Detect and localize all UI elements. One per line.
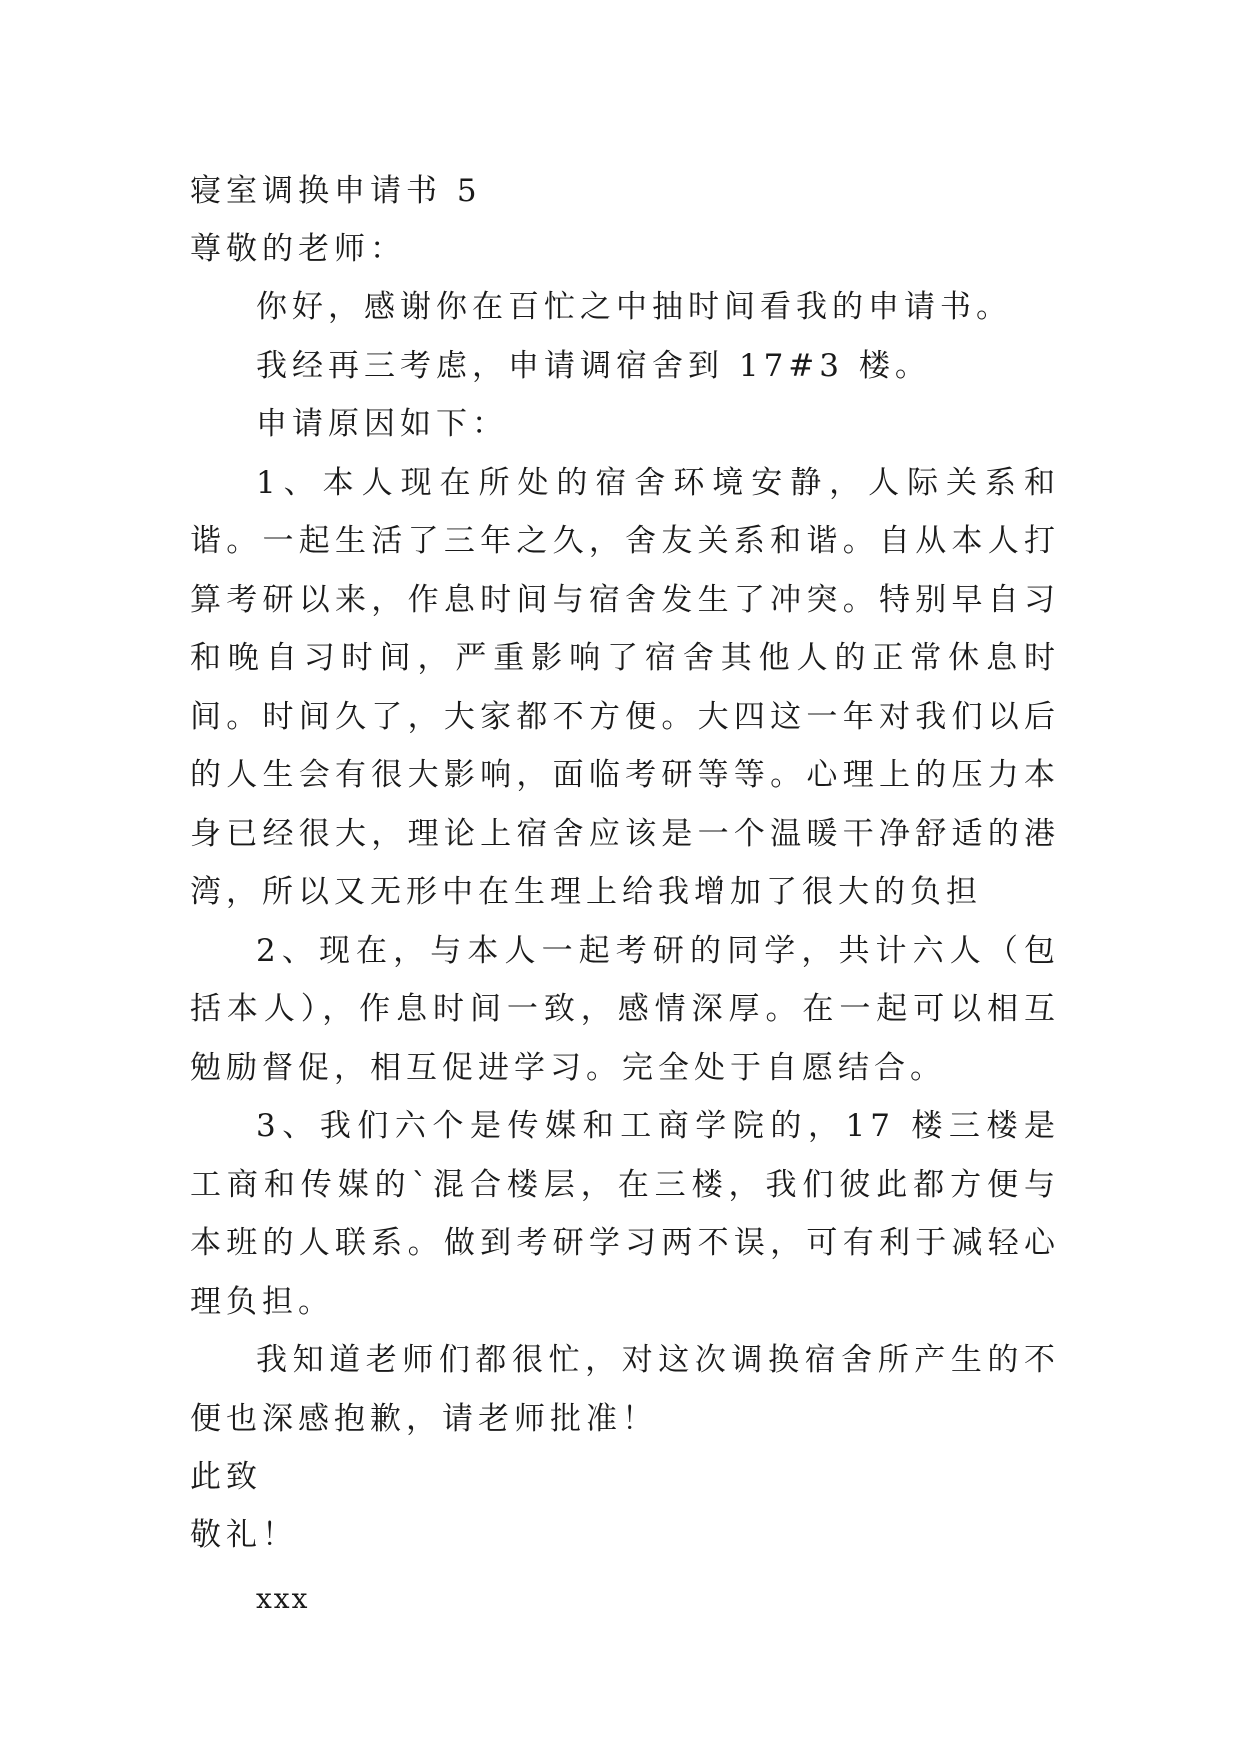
closing-line-1: 此致 [190,1459,262,1495]
request-paragraph: 我经再三考虑，申请调宿舍到 17#3 楼。 [256,347,931,384]
salutation: 尊敬的老师： [190,231,406,267]
reasons-intro: 申请原因如下： [256,406,508,442]
greeting-paragraph: 你好，感谢你在百忙之中抽时间看我的申请书。 [256,289,1012,325]
document-page [190,162,1060,1628]
reason-1-paragraph: 1、本人现在所处的宿舍环境安静，人际关系和谐。一起生活了三年之久，舍友关系和谐。自从本人打算考研以来，作息时间与宿舍发生了冲突。特别早自习和晚自习时间，严重影响了宿舍其他人的正常休息时间。时间久了，大家都不方便。大四这一年对我们以后的人生会有很大影响，面临考研等等。心理上的压力本身已经很大，理论上宿舍应该是一个温暖干净舒适的港湾，所以又无形中在生理上给我增加了很大的负担 [190,464,1060,910]
reason-3-paragraph: 3、我们六个是传媒和工商学院的，17 楼三楼是工商和传媒的`混合楼层，在三楼，我们彼此都方便与本班的人联系。做到考研学习两不误，可有利于减轻心理负担。 [190,1108,1060,1320]
closing-line-2: 敬礼！ [190,1517,298,1553]
reason-2-paragraph: 2、现在，与本人一起考研的同学，共计六人（包括本人），作息时间一致，感情深厚。在一起可以相互勉励督促，相互促进学习。完全处于自愿结合。 [190,932,1060,1086]
document-title: 寝室调换申请书 5 [190,173,482,209]
signature: xxx [256,1582,310,1615]
closing-paragraph: 我知道老师们都很忙，对这次调换宿舍所产生的不便也深感抱歉，请老师批准！ [190,1342,1060,1437]
